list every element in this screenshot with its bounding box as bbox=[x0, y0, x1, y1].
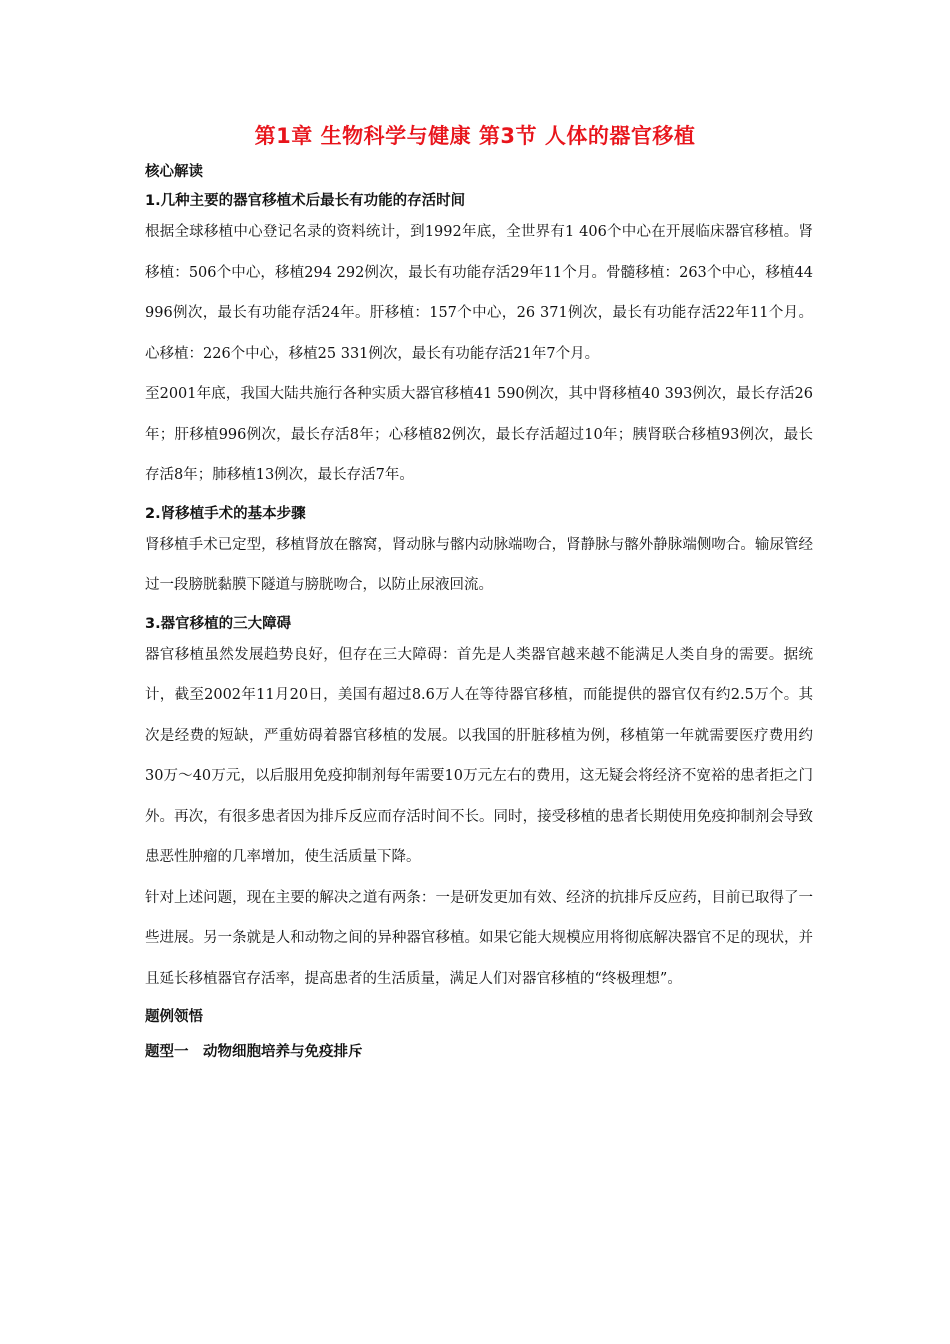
subheading-three-obstacles: 3.器官移植的三大障碍 bbox=[145, 615, 292, 632]
subheading-question-type-one: 题型一 动物细胞培养与免疫排斥 bbox=[145, 1044, 363, 1060]
paragraph-china-stats: 至2001年底，我国大陆共施行各种实质大器官移植41 590例次，其中肾移植40 393例次，最长存活26年；肝移植996例次，最长存活8年；心移植82例次，最长存活超过10年；胰肾联合移植93例次，最长存活8年；肺移植13例次，最长存活7年。 bbox=[145, 386, 813, 483]
subheading-survival-time: 1.几种主要的器官移植术后最长有功能的存活时间 bbox=[145, 193, 466, 209]
document-body bbox=[145, 160, 813, 1069]
paragraph-obstacles: 器官移植虽然发展趋势良好，但存在三大障碍：首先是人类器官越来越不能满足人类自身的需要。据统计，截至2002年11月20日，美国有超过8.6万人在等待器官移植，而能提供的器官仅有约2.5万个。其次是经费的短缺，严重妨碍着器官移植的发展。以我国的肝脏移植为例，移植第一年就需要医疗费用约30万～40万元，以后服用免疫抑制剂每年需要10万元左右的费用，这无疑会将经济不宽裕的患者拒之门外。再次，有很多患者因为排斥反应而存活时间不长。同时，接受移植的患者长期使用免疫抑制剂会导致患恶性肿瘤的几率增加，使生活质量下降。 bbox=[145, 646, 813, 865]
subheading-kidney-steps: 2.肾移植手术的基本步骤 bbox=[145, 505, 306, 522]
page-title: 第1章 生物科学与健康 第3节 人体的器官移植 bbox=[254, 124, 696, 148]
section-heading-core: 核心解读 bbox=[145, 164, 203, 180]
paragraph-global-stats: 根据全球移植中心登记名录的资料统计，到1992年底，全世界有1 406个中心在开展临床器官移植。肾移植：506个中心，移植294 292例次，最长有功能存活29年11个月。骨髓移植：263个中心，移植44 996例次，最长有功能存活24年。肝移植：157个中心，26 371例次，最长有功能存活22年11个月。心移植：226个中心，移植25 331例次，最长有功能存活21年7个月。 bbox=[145, 224, 813, 362]
section-heading-examples: 题例领悟 bbox=[145, 1009, 203, 1025]
paragraph-kidney-steps: 肾移植手术已定型，移植肾放在髂窝，肾动脉与髂内动脉端吻合，肾静脉与髂外静脉端侧吻合。输尿管经过一段膀胱黏膜下隧道与膀胱吻合，以防止尿液回流。 bbox=[145, 536, 813, 593]
paragraph-solutions: 针对上述问题，现在主要的解决之道有两条：一是研发更加有效、经济的抗排斥反应药，目前已取得了一些进展。另一条就是人和动物之间的异种器官移植。如果它能大规模应用将彻底解决器官不足的现状，并且延长移植器官存活率，提高患者的生活质量，满足人们对器官移植的“终极理想”。 bbox=[145, 889, 813, 987]
